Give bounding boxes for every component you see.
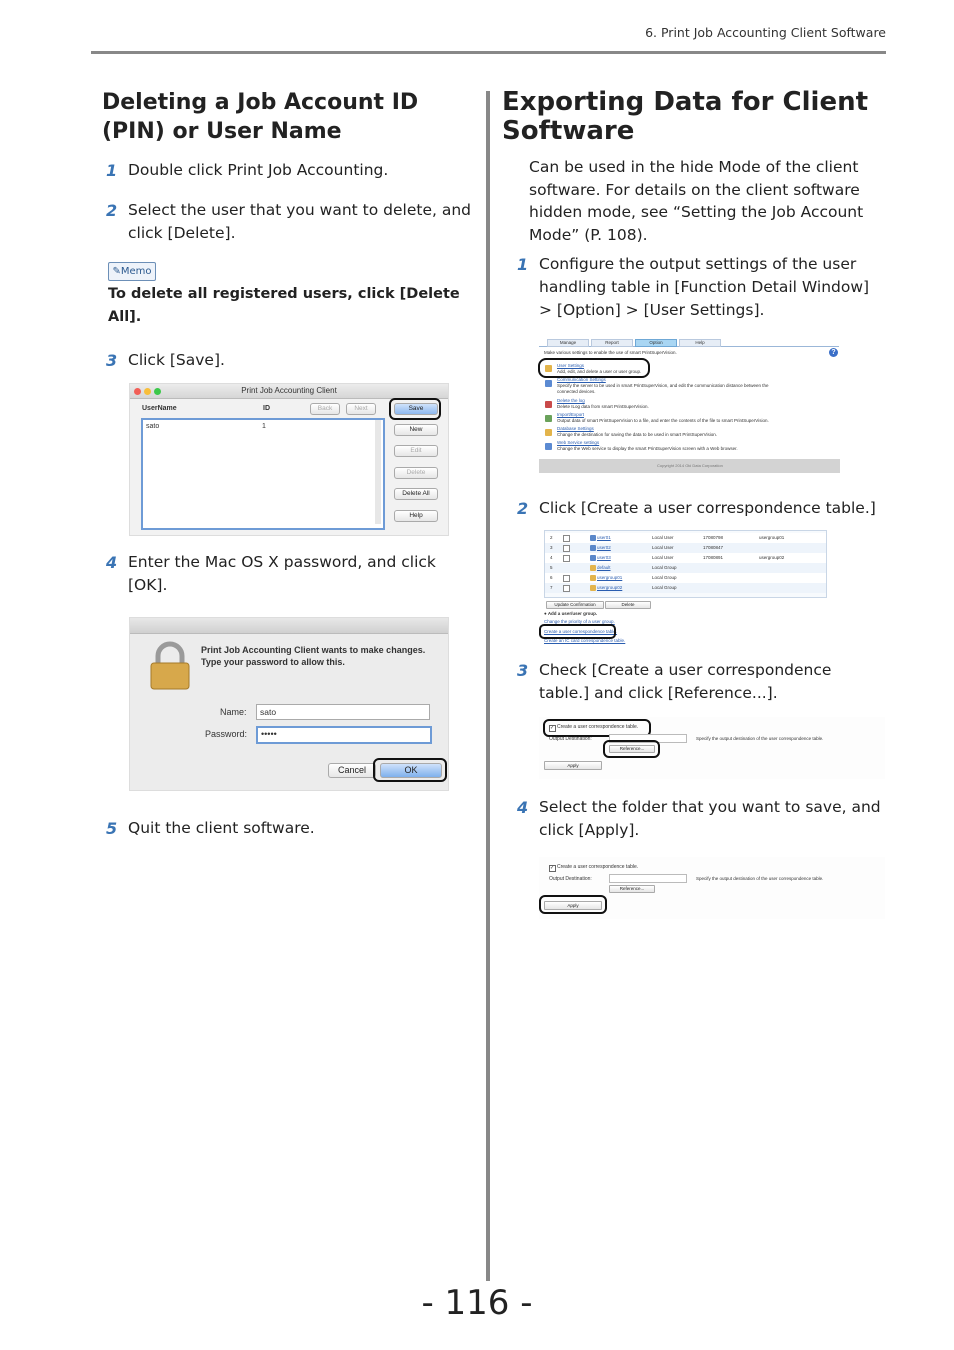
user-table: [544, 530, 827, 598]
row-number: 5: [550, 565, 553, 570]
step-number: 4: [106, 553, 118, 572]
web-service-desc: Change the Web service to display the smart PrintSuperVision screen with a Web browser.: [557, 446, 738, 451]
left-step-5: [106, 817, 473, 840]
password-value: •••••: [261, 729, 277, 739]
row-number: 6: [550, 575, 553, 580]
row-username[interactable]: sato: [146, 423, 160, 430]
user-row-5[interactable]: [545, 573, 826, 583]
user-row-1[interactable]: [545, 533, 826, 543]
row-number: 3: [550, 545, 553, 550]
tab-manage[interactable]: Manage: [547, 339, 589, 347]
user-name-link[interactable]: user01: [597, 535, 611, 540]
add-user-label: [544, 611, 597, 616]
tab-report[interactable]: Report: [591, 339, 633, 347]
row-checkbox[interactable]: [563, 535, 570, 542]
output-hint: Specify the output destination of the user correspondence table.: [696, 736, 824, 741]
highlight-ring: [539, 895, 607, 914]
help-icon[interactable]: ?: [829, 348, 838, 357]
user-id: 17080798: [703, 535, 724, 540]
step-text: Enter the Mac OS X password, and click [OK].: [128, 553, 436, 594]
link-create-ic-table[interactable]: Create an IC card correspondence table.: [544, 638, 626, 643]
user-type: Local User: [652, 535, 674, 540]
window-titlebar: [130, 384, 448, 399]
export-reference-screenshot: [539, 717, 885, 779]
next-button[interactable]: Next: [346, 403, 376, 415]
right-step-3: [517, 659, 884, 705]
row-checkbox[interactable]: [563, 545, 570, 552]
add-icon: ●: [544, 611, 548, 616]
reference-button[interactable]: Reference...: [609, 745, 655, 753]
user-group: usergroup02: [759, 555, 785, 560]
reference-button[interactable]: Reference...: [609, 885, 655, 893]
row-number: 7: [550, 585, 553, 590]
link-import-export[interactable]: Import/Export: [557, 412, 585, 417]
row-checkbox[interactable]: [563, 585, 570, 592]
col-id: ID: [263, 405, 270, 412]
help-button[interactable]: Help: [394, 510, 438, 522]
password-label: Password:: [205, 729, 248, 739]
delete-button[interactable]: Delete: [394, 467, 438, 479]
user-name-link[interactable]: user03: [597, 555, 611, 560]
communication-desc: Specify the server to be used in smart PrintSuperVision, and edit the communication distance between the connected devices.: [557, 383, 769, 394]
minimize-icon[interactable]: [144, 388, 151, 395]
step-text: Quit the client software.: [128, 819, 315, 837]
option-footer: [539, 459, 840, 473]
dialog-titlebar: [130, 618, 448, 634]
save-button[interactable]: Save: [394, 403, 438, 415]
step-number: 1: [106, 161, 118, 180]
step-text: Check [Create a user correspondence table.] and click [Reference...].: [539, 661, 832, 702]
link-web-service-settings[interactable]: Web Service settings: [557, 440, 600, 445]
user-id: 17080891: [703, 555, 724, 560]
memo-pencil-icon: ✎: [112, 266, 121, 277]
step-number: 2: [106, 201, 118, 220]
step-number: 3: [517, 661, 529, 680]
col-username: UserName: [142, 405, 177, 412]
create-table-checkbox[interactable]: ✓: [550, 865, 555, 871]
user-list-screenshot: [539, 530, 827, 643]
user-icon: [590, 535, 596, 541]
ok-button[interactable]: OK: [380, 763, 442, 778]
client-window-screenshot: [129, 383, 449, 536]
user-id: 17080847: [703, 545, 724, 550]
right-intro: Can be used in the hide Mode of the client software. For details on the client software hidden mode, see “Setting the Job Account Mode” (P. 108).: [529, 158, 864, 244]
step-text: Click [Create a user correspondence table.]: [539, 499, 876, 517]
step-number: 3: [106, 351, 118, 370]
left-step-2: [106, 199, 473, 245]
step-number: 2: [517, 499, 529, 518]
link-change-priority[interactable]: Change the priority of a user group.: [544, 619, 615, 624]
user-name-link[interactable]: user02: [597, 545, 611, 550]
web-service-icon: [545, 443, 552, 450]
row-number: 4: [550, 555, 553, 560]
group-icon: [590, 565, 596, 571]
tab-option[interactable]: Option: [635, 339, 677, 347]
password-field[interactable]: [256, 726, 432, 744]
row-checkbox[interactable]: [563, 555, 570, 562]
page-number: - 116 -: [421, 1283, 533, 1323]
highlight-ring: [603, 740, 660, 758]
right-step-1: [517, 253, 884, 322]
output-destination-label: Output Destination:: [549, 876, 592, 882]
user-icon: [590, 545, 596, 551]
left-section-title: Deleting a Job Account ID (PIN) or User Name: [102, 90, 419, 144]
window-title: Print Job Accounting Client: [241, 386, 337, 395]
update-confirmation-button[interactable]: Update Confirmation: [546, 601, 604, 609]
row-id: 1: [262, 423, 266, 430]
left-step-1: [106, 159, 473, 182]
edit-button[interactable]: Edit: [394, 445, 438, 457]
output-destination-input[interactable]: [609, 874, 687, 883]
create-table-label: Create a user correspondence table.: [557, 724, 639, 730]
option-desc: Make various settings to enable the use of smart PrintSuperVision.: [544, 350, 677, 355]
column-divider: [486, 91, 490, 1281]
running-header: 6. Print Job Accounting Client Software: [645, 25, 886, 40]
create-table-label: Create a user correspondence table.: [557, 864, 639, 870]
export-apply-screenshot: [539, 857, 885, 919]
link-database-settings[interactable]: Database Settings: [557, 426, 594, 431]
step-text: Double click Print Job Accounting.: [128, 161, 389, 179]
add-user-text: Add a user/user group.: [547, 611, 598, 616]
tab-help[interactable]: Help: [679, 339, 721, 347]
name-label: Name:: [220, 707, 247, 717]
link-communication-settings[interactable]: Communication Settings: [557, 377, 606, 382]
user-row-6[interactable]: [545, 583, 826, 593]
memo-label: Memo: [120, 266, 152, 277]
right-step-4: [517, 796, 884, 842]
scrollbar[interactable]: [375, 420, 381, 524]
user-icon: [590, 555, 596, 561]
header-rule: [91, 51, 886, 54]
highlight-ring: [538, 358, 650, 378]
right-section-title: Exporting Data for Client Software: [502, 87, 869, 146]
highlight-ring: [373, 758, 447, 782]
close-icon[interactable]: [134, 388, 141, 395]
import-export-desc: Output data of smart PrintSuperVision to a file, and enter the contents of the file to smart PrintSuperVision.: [557, 418, 769, 423]
user-row-4[interactable]: [545, 563, 826, 573]
user-row-2[interactable]: [545, 543, 826, 553]
highlight-ring: [389, 398, 441, 420]
group-icon: [590, 575, 596, 581]
option-screen-screenshot: [539, 338, 841, 473]
delete-all-button[interactable]: Delete All: [394, 488, 438, 500]
tab-bar: [539, 338, 839, 347]
user-type: Local User: [652, 555, 674, 560]
memo-badge: [108, 262, 156, 281]
database-icon: [545, 429, 552, 436]
user-type: Local User: [652, 545, 674, 550]
memo-text: To delete all registered users, click [Delete All].: [108, 286, 460, 325]
step-number: 4: [517, 798, 529, 817]
auth-dialog-screenshot: [129, 617, 449, 791]
left-step-4: [106, 551, 473, 597]
zoom-icon[interactable]: [154, 388, 161, 395]
link-delete-log[interactable]: Delete the log: [557, 398, 585, 403]
delete-log-desc: Delete ILog data from smart PrintSuperVision.: [557, 404, 649, 409]
name-value: sato: [260, 707, 277, 717]
output-destination-label: Output Destination:: [549, 736, 592, 742]
step-text: Configure the output settings of the user handling table in [Function Detail Window] > [Option] > [User Settings].: [539, 255, 870, 319]
name-field[interactable]: [256, 704, 430, 720]
group-icon: [590, 585, 596, 591]
row-checkbox[interactable]: [563, 575, 570, 582]
auth-message: Print Job Accounting Client wants to make changes. Type your password to allow this.: [201, 645, 426, 667]
apply-button[interactable]: Apply: [544, 901, 602, 910]
left-step-3: [106, 349, 473, 372]
new-button[interactable]: New: [394, 424, 438, 436]
delete-log-icon: [545, 401, 552, 408]
user-type: Local Group: [652, 565, 677, 570]
user-name-link[interactable]: usergroup01: [597, 575, 623, 580]
step-number: 5: [106, 819, 118, 838]
lock-icon: [148, 642, 192, 690]
row-number: 2: [550, 535, 553, 540]
link-create-user-table[interactable]: Create a user correspondence table.: [544, 629, 618, 634]
create-table-checkbox[interactable]: ✓: [550, 725, 555, 731]
step-number: 1: [517, 255, 529, 274]
import-export-icon: [545, 415, 552, 422]
cancel-button[interactable]: Cancel: [328, 763, 376, 778]
right-step-2: [517, 497, 894, 520]
communication-icon: [545, 380, 552, 387]
step-text: Select the folder that you want to save, and click [Apply].: [539, 798, 881, 839]
user-settings-desc: Add, edit, and delete a user or user group.: [557, 369, 642, 374]
user-group: usergroup01: [759, 535, 785, 540]
user-type: Local Group: [652, 575, 677, 580]
user-row-3[interactable]: [545, 553, 826, 563]
output-hint: Specify the output destination of the user correspondence table.: [696, 876, 824, 881]
step-text: Select the user that you want to delete, and click [Delete].: [128, 201, 471, 242]
link-user-settings[interactable]: User Settings: [557, 363, 585, 368]
footer-text: Copyright 2014 Oki Data Corporation: [657, 463, 723, 468]
user-name-link[interactable]: default: [597, 565, 611, 570]
user-type: Local Group: [652, 585, 677, 590]
user-name-link[interactable]: usergroup02: [597, 585, 623, 590]
step-text: Click [Save].: [128, 351, 225, 369]
highlight-ring: [539, 624, 616, 639]
apply-button[interactable]: Apply: [544, 761, 602, 770]
delete-users-button[interactable]: Delete: [605, 601, 651, 609]
back-button[interactable]: Back: [310, 403, 340, 415]
user-list[interactable]: [141, 418, 385, 530]
database-desc: Change the destination for saving the data to be used in smart PrintSuperVision.: [557, 432, 718, 437]
